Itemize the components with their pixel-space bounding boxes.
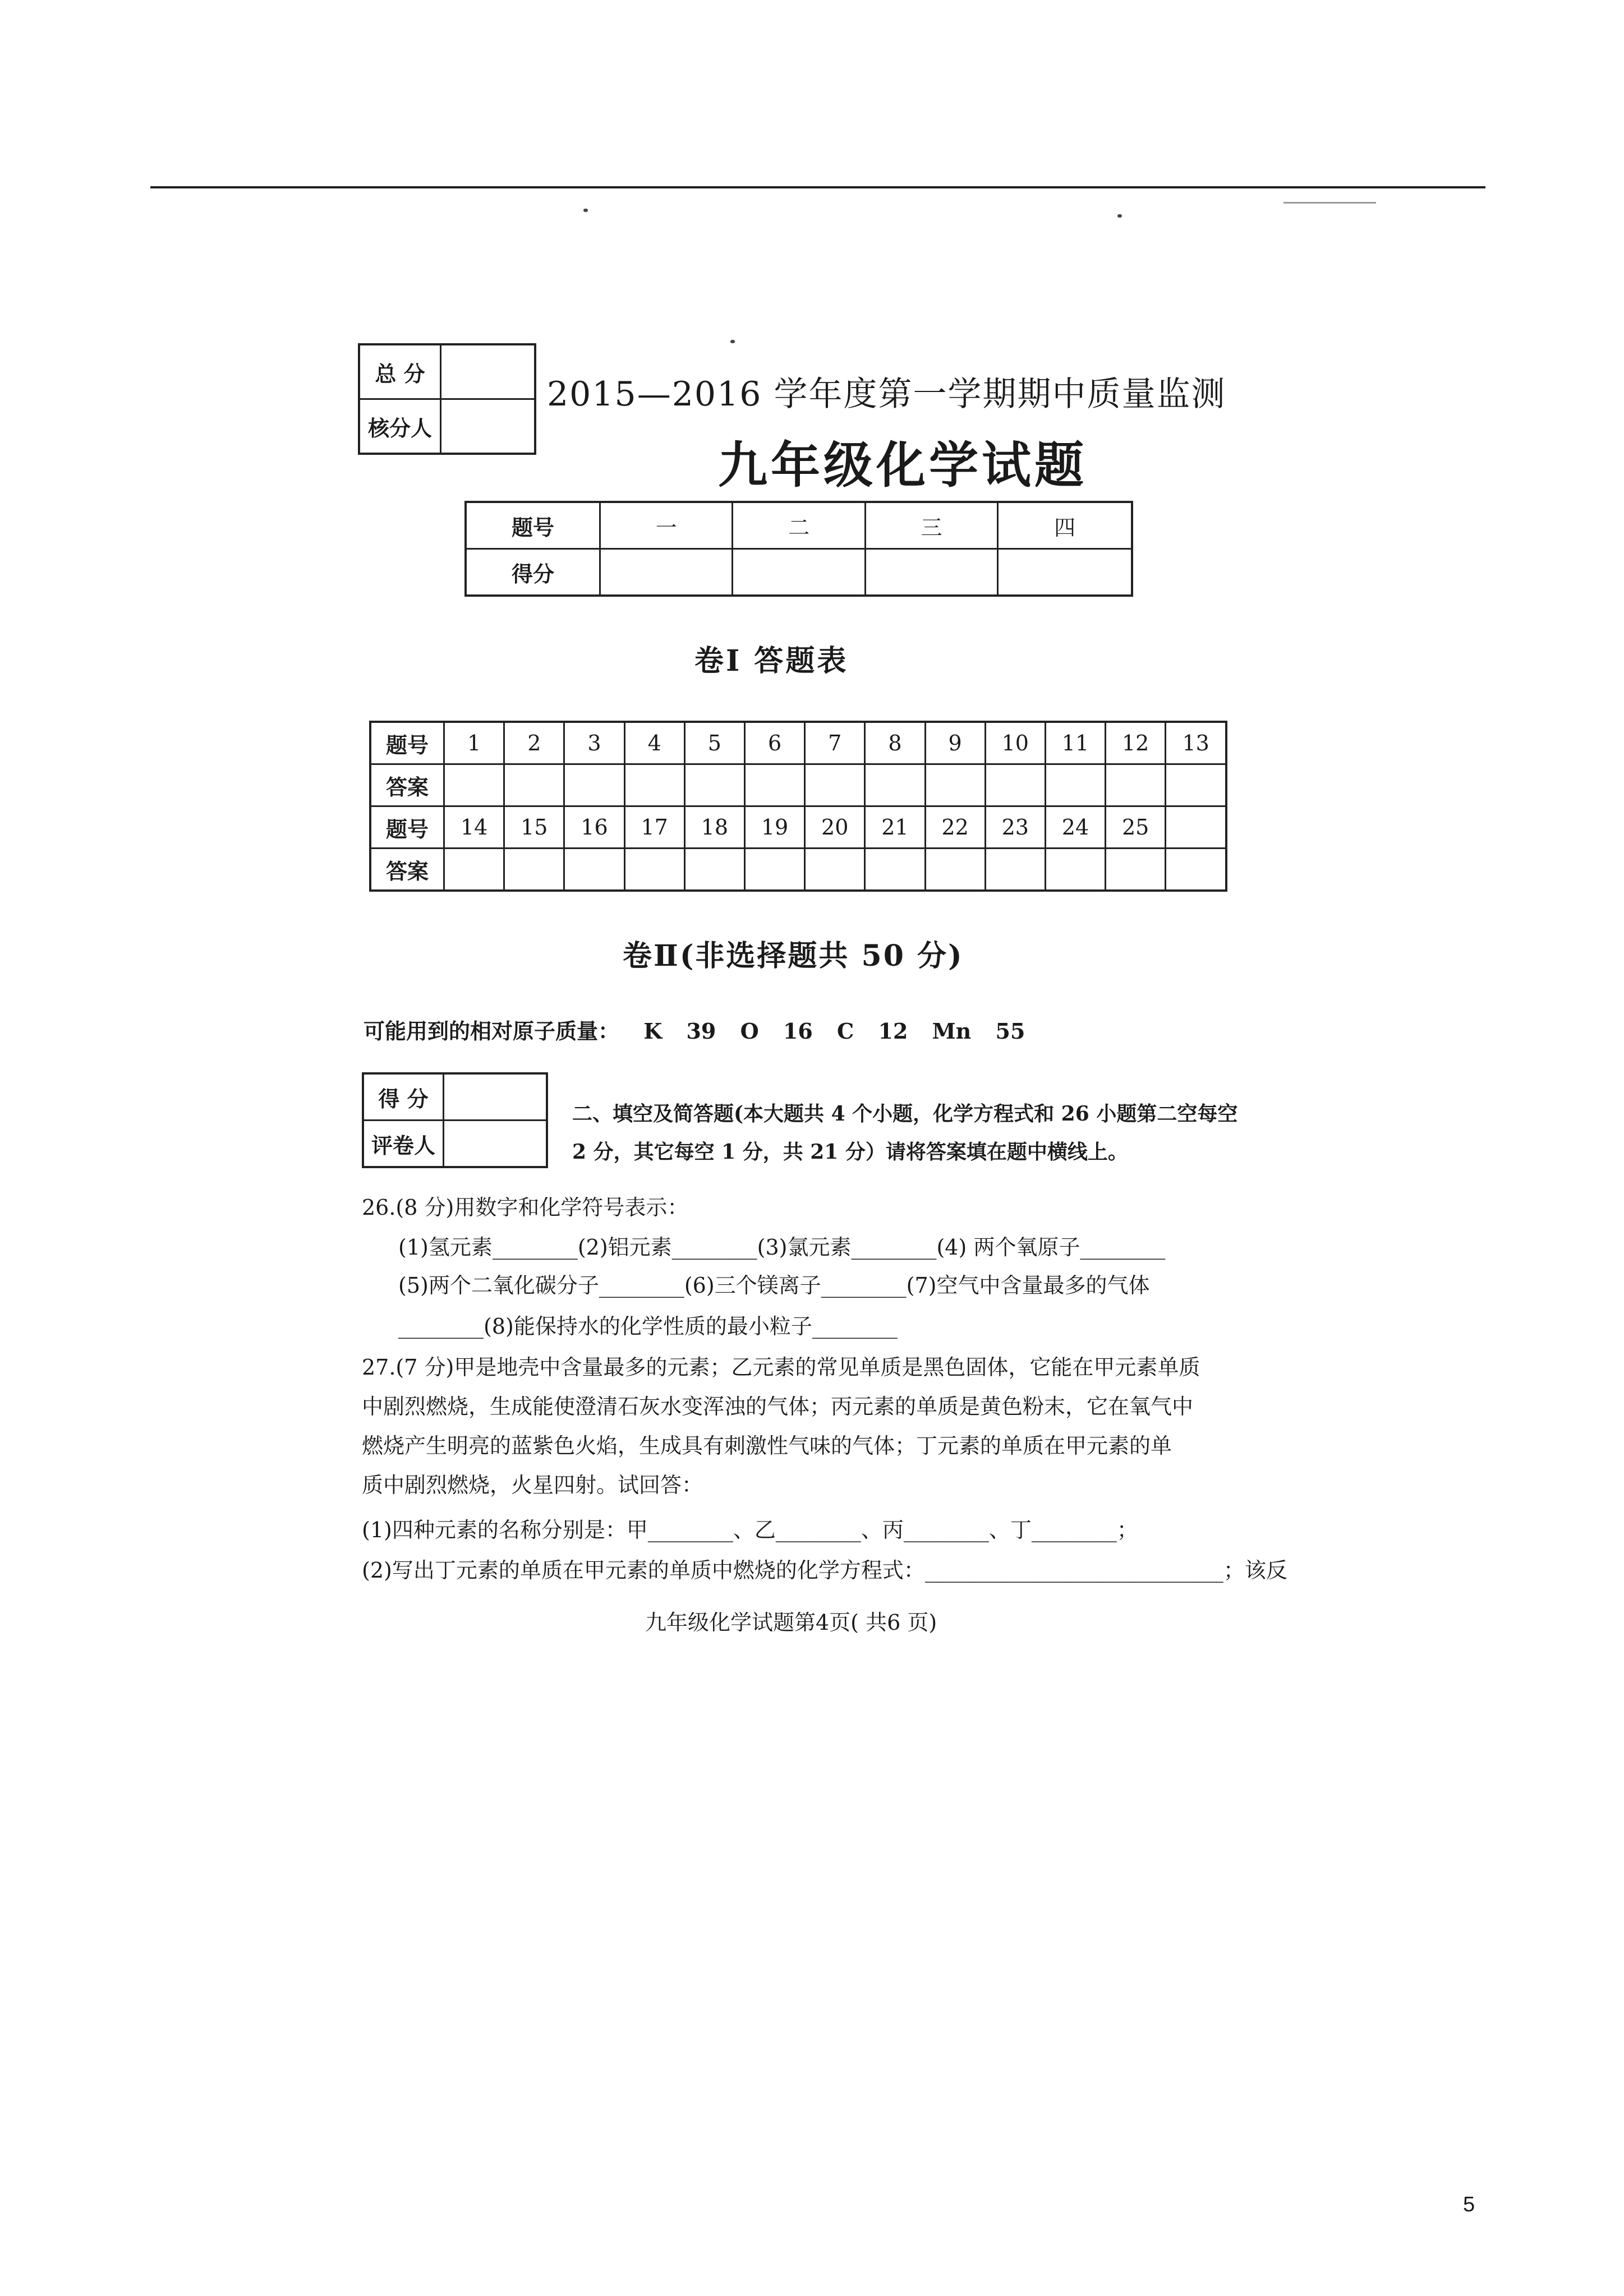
answer-cell (1166, 764, 1226, 806)
question-number-cell: 10 (985, 722, 1045, 764)
question-number-cell: 12 (1106, 722, 1166, 764)
question-number-cell: 21 (865, 806, 925, 849)
answer-label: 答案 (370, 764, 444, 806)
answer-cell (925, 764, 985, 806)
question-number-cell: 14 (444, 806, 504, 849)
answer-cell (865, 764, 925, 806)
question-number-cell: 24 (1045, 806, 1105, 849)
corner-rule (1283, 202, 1376, 204)
page-number: 5 (1463, 2193, 1475, 2216)
question-number-cell: 11 (1045, 722, 1105, 764)
question-number-cell: 9 (925, 722, 985, 764)
question-number-cell: 2 (504, 722, 564, 764)
question-number-cell: 25 (1106, 806, 1166, 849)
question-number-cell: 13 (1166, 722, 1226, 764)
top-rule (150, 186, 1485, 188)
section-score-label: 得 分 (363, 1073, 444, 1121)
summary-score-cell (865, 549, 997, 596)
answer-cell (1045, 764, 1105, 806)
answer-cell (985, 849, 1045, 891)
summary-score-label: 得分 (466, 549, 600, 596)
q27-line: 27.(7 分)甲是地壳中含量最多的元素；乙元素的常见单质是黑色固体，它能在甲元素单质 (362, 1355, 1200, 1380)
score-box (358, 343, 536, 455)
q26-line: (5)两个二氧化碳分子________(6)三个镁离子________(7)空气中含量最多的气体 (398, 1273, 1150, 1298)
question-number-cell: 1 (444, 722, 504, 764)
answer-label: 答案 (370, 849, 444, 891)
atomic-masses: 可能用到的相对原子质量： K 39 O 16 C 12 Mn 55 (364, 1018, 1025, 1044)
question-number-cell: 6 (744, 722, 804, 764)
q27-line: 燃烧产生明亮的蓝紫色火焰，生成具有刺激性气味的气体；丁元素的单质在甲元素的单 (362, 1433, 1172, 1458)
summary-col: 三 (865, 502, 997, 549)
grader-box (362, 1072, 548, 1168)
question-number-cell: 19 (744, 806, 804, 849)
answer-cell (684, 849, 744, 891)
question-number-cell: 17 (624, 806, 684, 849)
summary-col: 四 (998, 502, 1132, 549)
q27-line: 中剧烈燃烧，生成能使澄清石灰水变浑浊的气体；丙元素的单质是黄色粉末，它在氧气中 (362, 1394, 1194, 1419)
page-footer: 九年级化学试题第4页( 共6 页) (645, 1610, 937, 1635)
summary-col: 一 (600, 502, 733, 549)
question-number-cell: 15 (504, 806, 564, 849)
answer-cell (1106, 764, 1166, 806)
section-score-cell (444, 1073, 548, 1121)
answer-cell (444, 764, 504, 806)
answer-table (369, 721, 1227, 892)
answer-cell (1045, 849, 1105, 891)
total-score-label: 总 分 (359, 344, 441, 399)
q26-stem: 26.(8 分)用数字和化学符号表示： (362, 1195, 689, 1220)
answer-cell (925, 849, 985, 891)
answer-cell (444, 849, 504, 891)
question-number-cell: 3 (564, 722, 624, 764)
exam-title: 九年级化学试题 (718, 436, 1088, 494)
scan-speck (1117, 214, 1122, 218)
answer-cell (624, 849, 684, 891)
answer-cell (564, 764, 624, 806)
question-number-cell: 20 (805, 806, 865, 849)
answer-cell (1166, 849, 1226, 891)
section2-instruction: 二、填空及简答题(本大题共 4 个小题，化学方程式和 26 小题第二空每空 2 分，其它每空 1 分，共 21 分）请将答案填在题中横线上。 (572, 1102, 1238, 1164)
q26-line: ________(8)能保持水的化学性质的最小粒子________ (398, 1314, 898, 1339)
summary-col: 二 (733, 502, 865, 549)
q26-line: (1)氢元素________(2)铝元素________(3)氯元素________(4) 两个氧原子________ (398, 1235, 1166, 1260)
answer-cell (744, 764, 804, 806)
answer-cell (564, 849, 624, 891)
question-number-cell: 5 (684, 722, 744, 764)
question-number-cell (1166, 806, 1226, 849)
q27-line: 质中剧烈燃烧，火星四射。试回答： (362, 1473, 703, 1497)
summary-score-cell (998, 549, 1132, 596)
section2-title: 卷Ⅱ(非选择题共 50 分) (623, 939, 964, 973)
total-score-cell (441, 344, 536, 399)
question-number-cell: 23 (985, 806, 1045, 849)
scan-speck (583, 209, 588, 212)
question-number-cell: 8 (865, 722, 925, 764)
question-number-cell: 18 (684, 806, 744, 849)
question-number-cell: 16 (564, 806, 624, 849)
answer-cell (624, 764, 684, 806)
answer-cell (684, 764, 744, 806)
question-number-cell: 7 (805, 722, 865, 764)
grader-cell (444, 1121, 548, 1168)
question-number-cell: 22 (925, 806, 985, 849)
answer-cell (985, 764, 1045, 806)
grader-label: 评卷人 (363, 1121, 444, 1168)
answer-cell (504, 849, 564, 891)
summary-score-cell (600, 549, 733, 596)
answer-cell (504, 764, 564, 806)
answer-cell (805, 764, 865, 806)
scan-speck (730, 340, 735, 343)
answer-cell (865, 849, 925, 891)
summary-table (464, 501, 1133, 597)
q27-answer-line: (2)写出丁元素的单质在甲元素的单质中燃烧的化学方程式：____________________________；该反 (362, 1558, 1287, 1583)
answer-cell (744, 849, 804, 891)
checker-label: 核分人 (359, 399, 441, 454)
checker-cell (441, 399, 536, 454)
question-number-label: 题号 (370, 806, 444, 849)
answer-cell (1106, 849, 1166, 891)
question-number-cell: 4 (624, 722, 684, 764)
exam-subtitle: 2015—2016 学年度第一学期期中质量监测 (547, 375, 1226, 414)
question-number-label: 题号 (370, 722, 444, 764)
section1-title: 卷Ⅰ 答题表 (694, 644, 849, 678)
summary-question-label: 题号 (466, 502, 600, 549)
summary-score-cell (733, 549, 865, 596)
answer-cell (805, 849, 865, 891)
q27-answer-line: (1)四种元素的名称分别是：甲________、乙________、丙________、丁________； (362, 1518, 1138, 1542)
